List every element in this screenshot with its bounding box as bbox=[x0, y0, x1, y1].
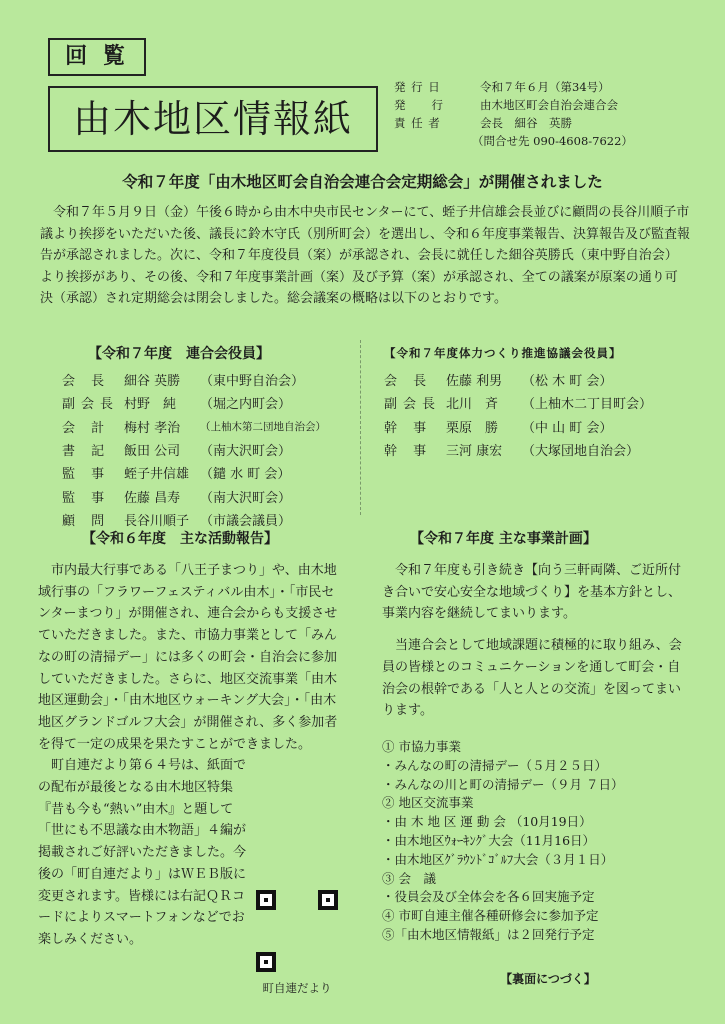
newsletter-title: 由木地区情報紙 bbox=[48, 86, 378, 152]
officer-role: 書 記 bbox=[62, 444, 111, 460]
plan-item: ② 地区交流事業 bbox=[382, 795, 474, 811]
officer-row bbox=[384, 415, 652, 438]
plan-item: ・由 木 地 区 運 動 会 （10月19日） bbox=[382, 814, 592, 830]
officer-row bbox=[62, 391, 326, 414]
publisher-label: 発 行 bbox=[394, 98, 444, 112]
officer-row bbox=[62, 368, 326, 391]
officer-row bbox=[62, 415, 326, 438]
officer-role: 幹 事 bbox=[384, 420, 433, 436]
officer-org: （中 山 町 会） bbox=[522, 420, 613, 436]
officer-org: （市議会議員） bbox=[200, 513, 292, 529]
officer-name: 三河 康宏 bbox=[446, 444, 503, 460]
qr-finder-mark bbox=[256, 890, 276, 910]
plan-item: ・由木地区ｸﾞﾗｳﾝﾄﾞｺﾞﾙﾌ大会（３月１日） bbox=[382, 851, 614, 867]
officer-row bbox=[62, 461, 326, 484]
publish-date: 令和７年６月（第34号） bbox=[480, 80, 610, 94]
officer-org: （堀之内町会） bbox=[200, 397, 292, 413]
officer-row bbox=[62, 484, 326, 507]
plan-paragraph: 令和７年度も引き続き【向う三軒両隣、ご近所付き合いで安心安全な地域づくり】を基本方針とし、事業内容を継続してまいります。 bbox=[382, 563, 682, 622]
plan-item: ① 市協力事業 bbox=[382, 739, 461, 754]
plan-item: ・みんなの川と町の清掃デー（９月 ７日） bbox=[382, 776, 624, 792]
officer-row bbox=[384, 368, 652, 391]
officer-row bbox=[384, 438, 652, 461]
officer-role: 顧 問 bbox=[62, 513, 111, 529]
continued-on-back-note: 【裏面につづく】 bbox=[500, 972, 596, 986]
officer-name: 村野 純 bbox=[124, 397, 177, 413]
officer-name: 佐藤 利男 bbox=[446, 374, 503, 390]
officer-role: 監 事 bbox=[62, 467, 111, 483]
plan-item: ④ 市町自連主催各種研修会に参加予定 bbox=[382, 908, 599, 924]
officers-table bbox=[62, 368, 326, 531]
officer-name: 北川 斉 bbox=[446, 397, 499, 413]
officer-name: 蛭子井信雄 bbox=[124, 467, 190, 483]
officer-org: （鑓 水 町 会） bbox=[200, 467, 291, 483]
publisher: 由木地区町会自治会連合会 bbox=[480, 98, 618, 112]
officer-org: （大塚団地自治会） bbox=[522, 444, 640, 460]
officer-name: 佐藤 昌寿 bbox=[124, 490, 181, 506]
officer-role: 会 長 bbox=[62, 374, 111, 390]
officer-row bbox=[62, 438, 326, 461]
officers-heading: 【令和７年度 連合会役員】 bbox=[88, 346, 270, 362]
qr-code-icon[interactable] bbox=[254, 888, 340, 974]
plan-item: ・役員会及び全体会を各６回実施予定 bbox=[382, 889, 595, 905]
officer-name: 梅村 孝治 bbox=[124, 420, 181, 436]
headline: 令和７年度「由木地区町会自治会連合会定期総会」が開催されました bbox=[122, 173, 603, 191]
fitness-officers-heading: 【令和７年度体力つくり推進協議会役員】 bbox=[384, 346, 622, 360]
activity-paragraph: 町自連だより第６４号は、紙面での配布が最後となる由木地区特集『昔も今も“熱い”由木』と題して「世にも不思議な由木物語」４編が掲載されご好評いただきました。今後の「町自連だより」はＷＥＢ版に変更されます。皆様には右記ＱＲコードによりスマートフォンなどでお楽しみください。 bbox=[38, 758, 247, 947]
activity-paragraph: 市内最大行事である「八王子まつり」や、由木地域行事の「フラワーフェスティバル由木」・「市民センターまつり」が開催され、連合会からも支援させていただきました。また、市協力事業として「みんなの町の清掃デー」には多くの町会・自治会に参加していただきました。さらに、地区交流事業「由木地区運動会」・「由木地区ウォーキング大会」・「由木地区グランドゴルフ大会」が開催され、多く参加者を得て一定の成果を果たすことができました。 bbox=[38, 563, 338, 752]
qr-finder-mark bbox=[256, 952, 276, 972]
officer-org: （南大沢町会） bbox=[200, 444, 292, 460]
business-plan-heading: 【令和７年度 主な事業計画】 bbox=[410, 531, 597, 547]
plan-item: ・由木地区ｳｫｰｷﾝｸﾞ大会（11月16日） bbox=[382, 832, 596, 848]
plan-item: ③ 会 議 bbox=[382, 870, 436, 886]
officer-role: 監 事 bbox=[62, 490, 111, 506]
activity-report-heading: 【令和６年度 主な活動報告】 bbox=[82, 531, 278, 547]
business-plan-list bbox=[382, 738, 692, 945]
publish-date-label: 発 行 日 bbox=[394, 80, 441, 94]
fitness-officers-table bbox=[384, 368, 652, 461]
column-divider bbox=[360, 340, 361, 515]
qr-finder-mark bbox=[318, 890, 338, 910]
officer-name: 栗原 勝 bbox=[446, 420, 499, 436]
officer-org: （東中野自治会） bbox=[200, 374, 305, 390]
officer-role: 会 計 bbox=[62, 420, 111, 436]
plan-paragraph: 当連合会として地域課題に積極的に取り組み、会員の皆様とのコミュニケーションを通して町会・自治会の根幹である「人と人との交流」を図ってまいります。 bbox=[382, 638, 682, 719]
contact-phone: （問合せ先 090-4608-7622） bbox=[472, 134, 633, 148]
officer-role: 副会長 bbox=[384, 397, 442, 413]
officer-role: 副会長 bbox=[62, 397, 120, 413]
responsible-label: 責 任 者 bbox=[394, 116, 441, 130]
officer-org: （松 木 町 会） bbox=[522, 374, 613, 390]
officer-role: 会 長 bbox=[384, 374, 433, 390]
circulation-label: 回 覧 bbox=[48, 38, 146, 76]
responsible-person: 会長 細谷 英勝 bbox=[480, 116, 572, 130]
officer-org: （南大沢町会） bbox=[200, 490, 292, 506]
officer-name: 飯田 公司 bbox=[124, 444, 181, 460]
plan-item: ・みんなの町の清掃デー（５月２５日） bbox=[382, 757, 608, 773]
officer-org: （上柚木第二団地自治会） bbox=[200, 420, 326, 433]
publication-info bbox=[394, 78, 714, 150]
intro-paragraph: 令和７年５月９日（金）午後６時から由木中央市民センターにて、蛭子井信雄会長並びに顧問の長谷川順子市議より挨拶をいただいた後、議長に鈴木守氏（別所町会）を選出し、令和６年度事業報告、決算報告及び監査報告が承認されました。次に、令和７年度役員（案）が承認され、会長に就任した細谷英勝氏（東中野自治会）より挨拶があり、その後、令和７年度事業計画（案）及び予算（案）が承認され、全ての議案が原案の通り可決（承認）され定期総会は閉会しました。総会議案の概略は以下のとおりです。 bbox=[40, 205, 691, 306]
officer-name: 細谷 英勝 bbox=[124, 374, 181, 390]
plan-item: ⑤「由木地区情報紙」は２回発行予定 bbox=[382, 926, 595, 942]
officer-row bbox=[384, 391, 652, 414]
officer-role: 幹 事 bbox=[384, 444, 433, 460]
officer-org: （上柚木二丁目町会） bbox=[522, 397, 653, 413]
qr-caption: 町自連だより bbox=[262, 981, 332, 995]
officer-name: 長谷川順子 bbox=[124, 513, 190, 529]
business-plan-body bbox=[382, 560, 692, 722]
